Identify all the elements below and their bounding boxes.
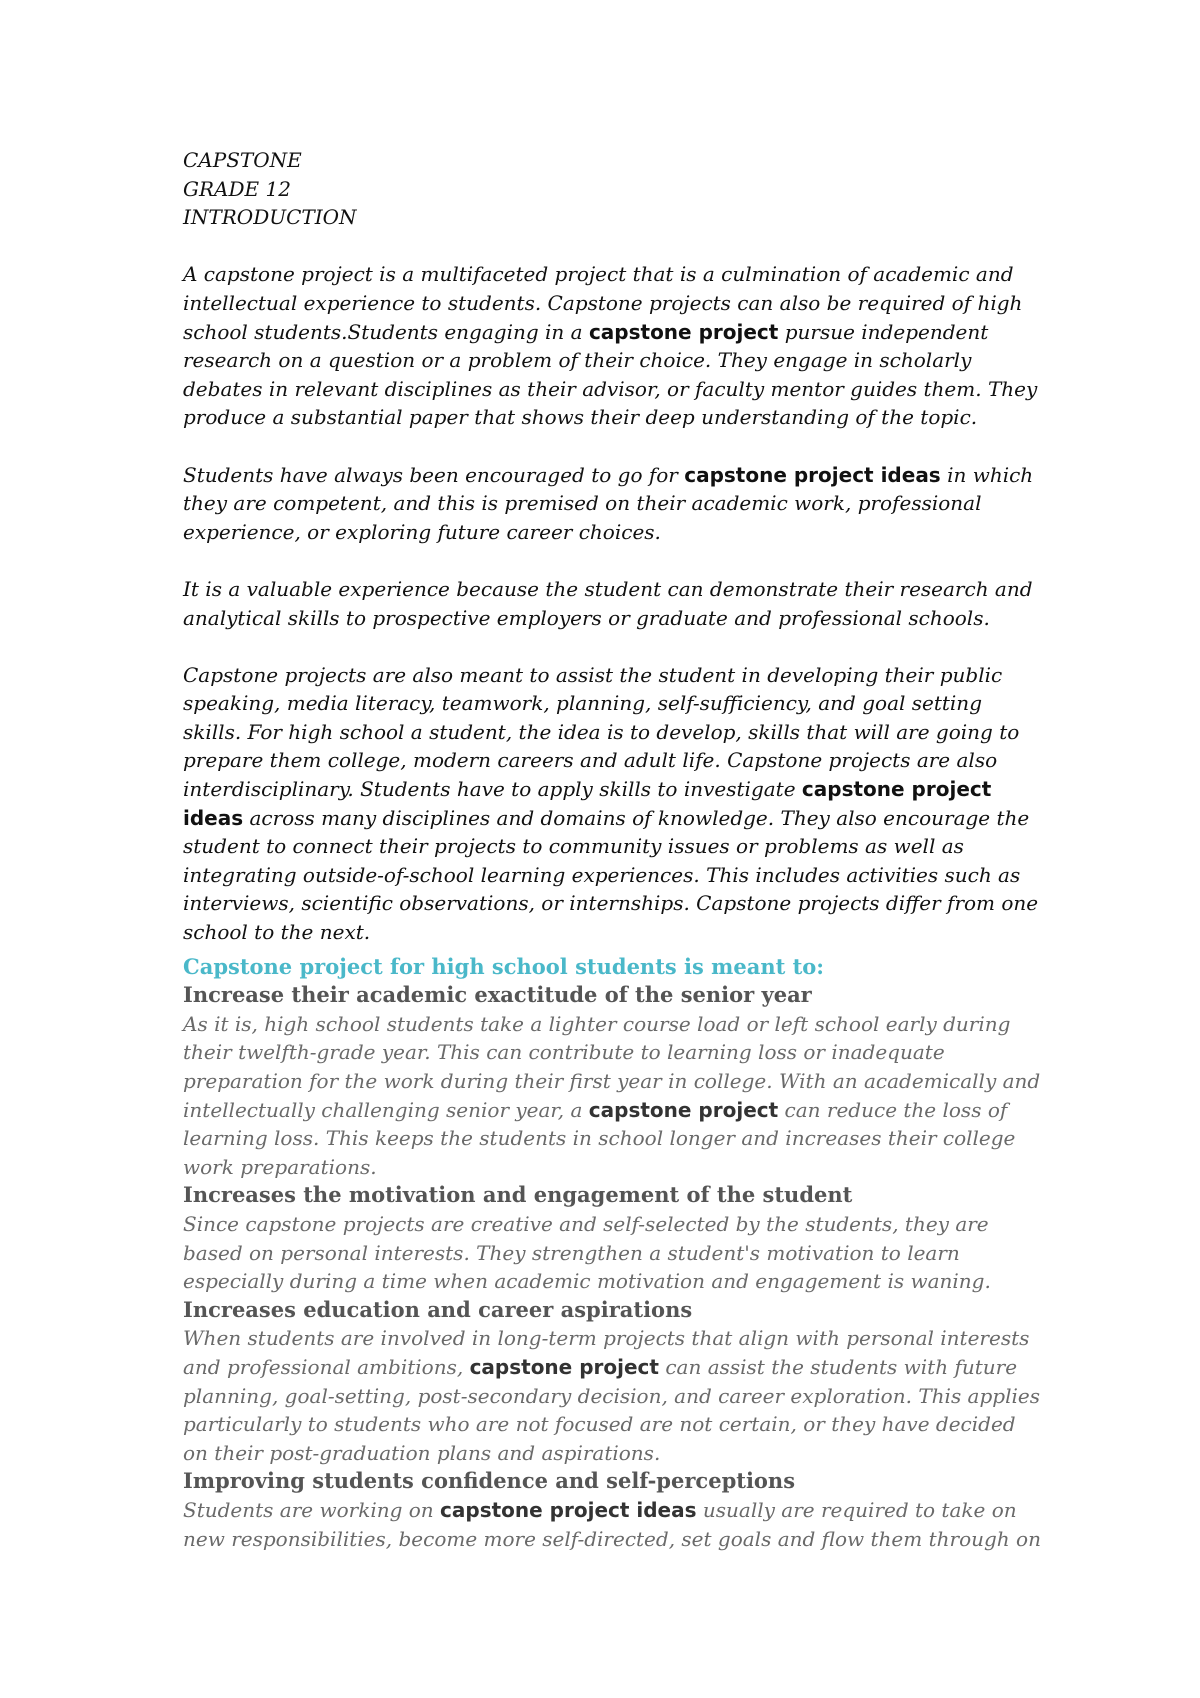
intro-paragraph-1: A capstone project is a multifaceted project that is a culmination of academic and intellectual experience to students. Capstone projects can also be required of high school students.Students engaging in a capstone project pursue independent research on a question or a problem of their choice. They engage in scholarly debates in relevant disciplines as their advisor, or faculty mentor guides them. They produce a substantial paper that shows their deep understanding of the topic. [183,262,1038,430]
subheading-academic-exactitude: Increase their academic exactitude of the senior year [183,982,812,1008]
keyword-capstone-project: capstone project [469,1354,659,1379]
section-heading: Capstone project for high school students is meant to: [183,953,825,979]
keyword-capstone-project-ideas: capstone project ideas [183,777,992,830]
doc-grade: GRADE 12 [183,176,291,201]
keyword-capstone-project: capstone project [588,319,779,344]
paragraph-motivation-engagement: Since capstone projects are creative and self-selected by the students, they are based on personal interests. They strengthen a student's motivation to learn especially during a time when academic motivation and engagement is waning. [183,1211,991,1294]
intro-paragraph-3: It is a valuable experience because the student can demonstrate their research and analytical skills to prospective employers or graduate and professional schools. [183,576,1033,630]
subheading-confidence: Improving students confidence and self-perceptions [183,1468,796,1494]
intro-paragraph-2: Students have always been encouraged to go for capstone project ideas in which they are competent, and this is premised on their academic work, professional experience, or exploring future career choices. [183,462,1034,544]
keyword-capstone-project-ideas: capstone project ideas [684,462,941,487]
keyword-capstone-project: capstone project [588,1097,779,1122]
doc-title: CAPSTONE [183,148,302,172]
paragraph-confidence: Students are working on capstone project ideas usually are required to take on new responsibilities, become more self-directed, set goals and flow them through on [183,1497,1041,1551]
document-page [183,146,1043,1553]
doc-section-introduction: INTRODUCTION [183,205,357,230]
paragraph-academic-exactitude: As it is, high school students take a lighter course load or left school early during their twelfth-grade year. This can contribute to learning loss or inadequate preparation for the work during their first year in college. With an academically and intellectually challenging senior year, a capstone project can reduce the loss of learning loss. This keeps the students in school longer and increases their college work preparations. [183,1011,1041,1179]
keyword-capstone-project-ideas: capstone project ideas [440,1497,697,1522]
subheading-motivation-engagement: Increases the motivation and engagement of the student [183,1182,853,1208]
intro-paragraph-4: Capstone projects are also meant to assist the student in developing their public speaking, media literacy, teamwork, planning, self-sufficiency, and goal setting skills. For high school a student, the idea is to develop, skills that will are going to prepare them college, modern careers and adult life. Capstone projects are also interdisciplinary. Students have to apply skills to investigate capstone project ideas across many disciplines and domains of knowledge. They also encourage the student to connect their projects to community issues or problems as well as integrating outside-of-school learning experiences. This includes activities such as interviews, scientific observations, or internships. Capstone projects differ from one school to the next. [183,662,1039,945]
subheading-career-aspirations: Increases education and career aspirations [183,1296,693,1322]
paragraph-career-aspirations: When students are involved in long-term projects that align with personal interests and professional ambitions, capstone project can assist the students with future planning, goal-setting, post-secondary decision, and career exploration. This applies particularly to students who are not focused are not certain, or they have decided on their post-graduation plans and aspirations. [183,1326,1040,1465]
